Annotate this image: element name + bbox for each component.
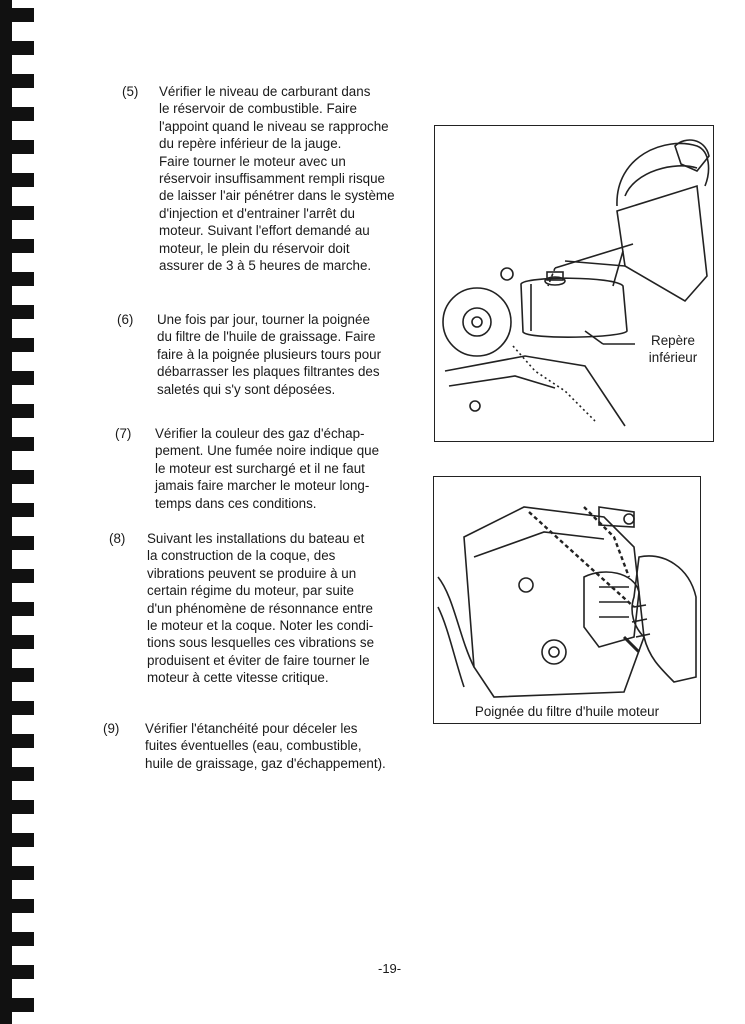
- binding-hole: [10, 470, 34, 484]
- binding-hole: [10, 338, 34, 352]
- binding-hole: [10, 107, 34, 121]
- step-text: Une fois par jour, tourner la poignée du filtre de l'huile de graissage. Faire faire à la poignée plusieurs tours pour débarrasser les plaques filtrantes des saletés qui s'y sont déposées.: [157, 312, 382, 397]
- binding-hole: [10, 8, 34, 22]
- binding-hole: [10, 569, 34, 583]
- step-text: Vérifier l'étanchéité pour déceler les fuites éventuelles (eau, combustible, huile de graissage, gaz d'échappement).: [145, 721, 386, 771]
- lower-mark-label: Repère inférieur: [637, 332, 709, 366]
- step-number: (8): [109, 531, 126, 546]
- binding-hole: [10, 239, 34, 253]
- binding-hole: [10, 734, 34, 748]
- binding-hole: [10, 41, 34, 55]
- binding-hole: [10, 701, 34, 715]
- step-number: (7): [115, 426, 132, 441]
- binding-hole: [10, 833, 34, 847]
- oil-filter-figure: [433, 476, 701, 724]
- step-number: (6): [117, 312, 134, 327]
- binding-hole: [10, 206, 34, 220]
- binding-hole: [10, 602, 34, 616]
- fuel-tank-illustration: [435, 126, 713, 441]
- binding-hole: [10, 800, 34, 814]
- step-text: Suivant les installations du bateau et la construction de la coque, des vibrations peuvent se produire à un certain régime du moteur, par suite d'un phénomène de résonnance entre le moteur et la coque. Noter les condi- tions sous lesquelles ces vibrations se produisent et éviter de faire tourner le moteur à cette vitesse critique.: [147, 531, 375, 686]
- binding-hole: [10, 404, 34, 418]
- binding-hole: [10, 437, 34, 451]
- binding-hole: [10, 371, 34, 385]
- fuel-tank-figure: [434, 125, 714, 442]
- step-number: (5): [122, 84, 139, 99]
- step-text: Vérifier le niveau de carburant dans le réservoir de combustible. Faire l'appoint quand le niveau se rapproche du repère inférieur de la jauge. Faire tourner le moteur avec un réservoir insuffisamment rempli risque de laisser l'air pénétrer dans le système d'injection et d'entrainer l'arrêt du moteur. Suivant l'effort demandé au moteur, le plein du réservoir doit assurer de 3 à 5 heures de marche.: [159, 84, 395, 274]
- binding-hole: [10, 866, 34, 880]
- step-text: Vérifier la couleur des gaz d'échap- pement. Une fumée noire indique que le moteur est surchargé et il ne faut jamais faire marcher le moteur long- temps dans ces conditions.: [155, 426, 380, 511]
- binding-hole: [10, 998, 34, 1012]
- binding-hole: [10, 536, 34, 550]
- binding-hole: [10, 173, 34, 187]
- binding-hole: [10, 140, 34, 154]
- binding-hole: [10, 503, 34, 517]
- oil-filter-illustration: [434, 477, 700, 723]
- binding-hole: [10, 305, 34, 319]
- binding-hole: [10, 668, 34, 682]
- page-number: -19-: [378, 961, 402, 976]
- oil-filter-handle-caption: Poignée du filtre d'huile moteur: [474, 704, 660, 719]
- binding-hole: [10, 767, 34, 781]
- binding-hole: [10, 74, 34, 88]
- binding-hole: [10, 635, 34, 649]
- spiral-binding: [0, 0, 52, 1024]
- binding-hole: [10, 272, 34, 286]
- step-number: (9): [103, 721, 120, 736]
- binding-hole: [10, 899, 34, 913]
- binding-hole: [10, 965, 34, 979]
- binding-hole: [10, 932, 34, 946]
